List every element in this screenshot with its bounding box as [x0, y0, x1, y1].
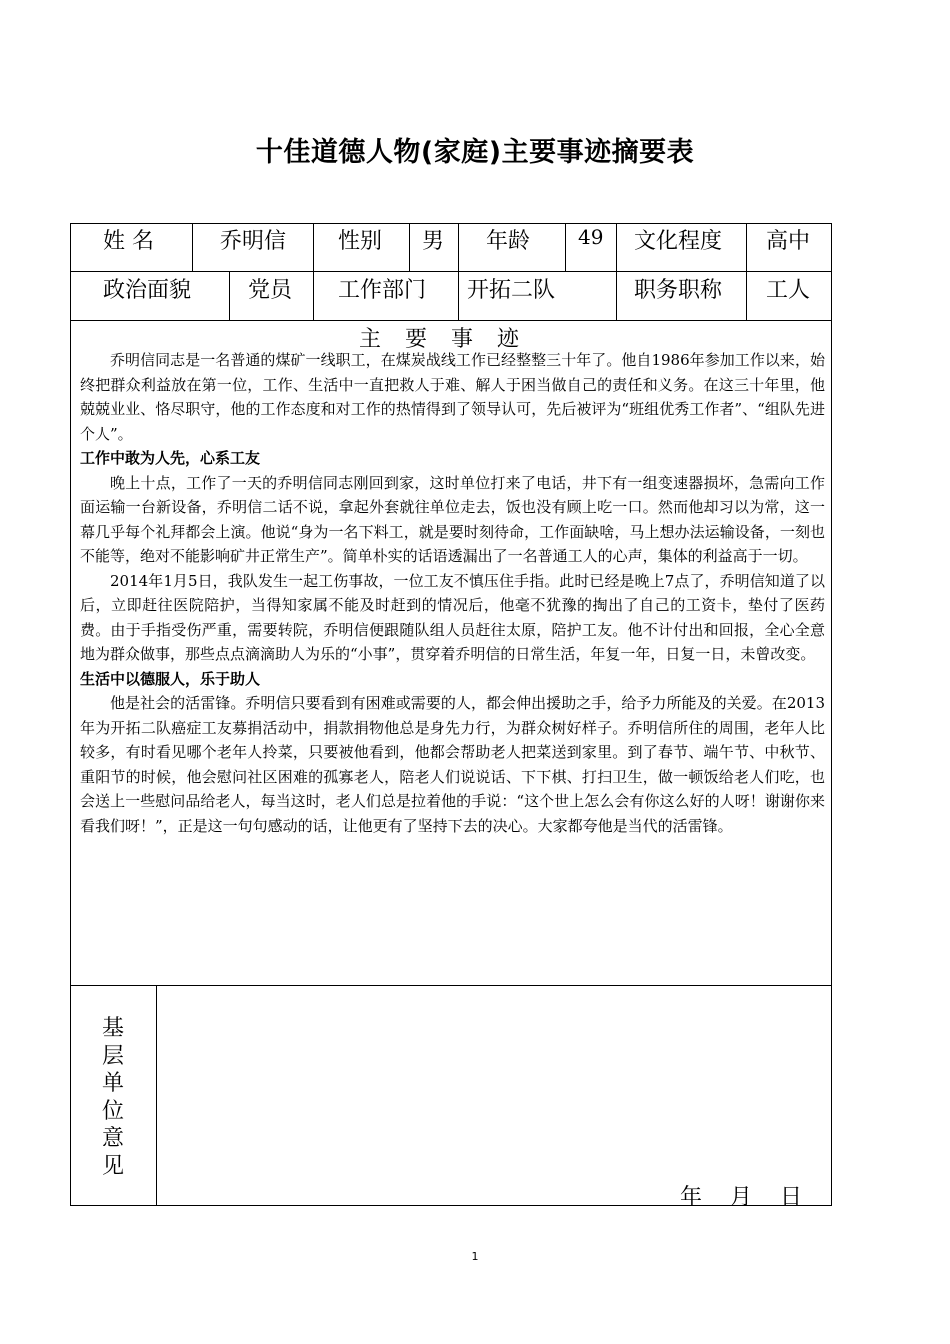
row-divider-1 — [70, 271, 832, 272]
political-label: 政治面貌 — [103, 278, 192, 303]
col-divider — [746, 223, 747, 320]
row-divider-3 — [70, 985, 832, 986]
name-label: 姓 名 — [103, 229, 154, 254]
age-value: 49 — [578, 225, 604, 249]
col-divider — [156, 985, 157, 1206]
page-number: 1 — [471, 1250, 479, 1263]
department-label: 工作部门 — [338, 278, 427, 303]
opinion-label-char: 单 — [101, 1071, 124, 1096]
position-value: 工人 — [766, 278, 811, 303]
political-value: 党员 — [248, 278, 293, 303]
col-divider — [409, 223, 410, 271]
paragraph: 2014年1月5日，我队发生一起工伤事故，一位工友不慎压住手指。此时已经是晚上7点了，乔明信知道了以后，立即赶往医院陪护，当得知家属不能及时赶到的情况后，他毫不犹豫的掏出了自己的工资卡，垫付了医药费。由于手指受伤严重，需要转院，乔明信便跟随队组人员赶往太原，陪护工友。他不计付出和回报，全心全意地为群众做事，那些点点滴滴助人为乐的“小事”，贯穿着乔明信的日常生活，年复一年，日复一日，未曾改变。 — [80, 571, 825, 663]
col-divider — [458, 271, 459, 320]
opinion-label — [70, 1015, 156, 1180]
col-divider — [313, 223, 314, 271]
opinion-label-char: 位 — [101, 1098, 124, 1124]
col-divider — [313, 271, 314, 320]
main-deeds-heading: 主要事迹 — [358, 327, 543, 352]
paragraph: 晚上十点，工作了一天的乔明信同志刚回到家，这时单位打来了电话，井下有一组变速器损坏，急需向工作面运输一台新设备，乔明信二话不说，拿起外套就往单位走去，饭也没有顾上吃一口。然而他却习以为常，这一幕几乎每个礼拜都会上演。他说“身为一名下料工，就是要时刻待命，工作面缺啥，马上想办法运输设备，一刻也不能等，绝对不能影响矿井正常生产”。简单朴实的话语透漏出了一名普通工人的心声，集体的利益高于一切。 — [80, 473, 825, 565]
age-label: 年龄 — [486, 229, 531, 254]
col-divider — [616, 223, 617, 320]
opinion-label-char: 层 — [101, 1043, 124, 1069]
department-value: 开拓二队 — [467, 278, 556, 303]
opinion-label-char: 见 — [101, 1153, 124, 1179]
education-value: 高中 — [766, 229, 811, 254]
col-divider — [458, 223, 459, 271]
col-divider — [229, 271, 230, 320]
opinion-label-char: 基 — [101, 1016, 124, 1041]
paragraph: 乔明信同志是一名普通的煤矿一线职工，在煤炭战线工作已经整整三十年了。他自1986年参加工作以来，始终把群众利益放在第一位，工作、生活中一直把救人于难、解人于困当做自己的责任和义务。在这三十年里，他兢兢业业、恪尽职守，他的工作态度和对工作的热情得到了领导认可，先后被评为“班组优秀工作者”、“组队先进个人”。 — [80, 351, 825, 443]
section-heading: 生活中以德服人，乐于助人 — [80, 669, 261, 688]
page-title: 十佳道德人物(家庭)主要事迹摘要表 — [255, 137, 695, 168]
education-label: 文化程度 — [634, 229, 723, 254]
name-value: 乔明信 — [220, 229, 287, 254]
gender-value: 男 — [422, 229, 445, 254]
row-divider-2 — [70, 320, 832, 321]
main-deeds-text — [80, 348, 825, 838]
section-heading: 工作中敢为人先，心系工友 — [80, 449, 261, 467]
gender-label: 性别 — [338, 229, 383, 254]
position-label: 职务职称 — [634, 278, 723, 303]
col-divider — [565, 223, 566, 271]
col-divider — [192, 223, 193, 271]
paragraph: 他是社会的活雷锋。乔明信只要看到有困难或需要的人，都会伸出援助之手，给予力所能及的关爱。在2013年为开拓二队癌症工友募捐活动中，捐款捐物他总是身先力行，为群众树好样子。乔明信所住的周围，老年人比较多，有时看见哪个老年人拎菜，只要被他看到，他都会帮助老人把菜送到家里。到了春节、端午节、中秋节、重阳节的时候，他会慰问社区困难的孤寡老人，陪老人们说说话、下下棋、打扫卫生，做一顿饭给老人们吃，也会送上一些慰问品给老人，每当这时，老人们总是拉着他的手说：“这个世上怎么会有你这么好的人呀！谢谢你来看我们呀！”，正是这一句句感动的话，让他更有了坚持下去的决心。大家都夸他是当代的活雷锋。 — [80, 694, 825, 835]
opinion-label-char: 意 — [101, 1126, 124, 1151]
date-line: 年 月 日 — [680, 1185, 802, 1210]
